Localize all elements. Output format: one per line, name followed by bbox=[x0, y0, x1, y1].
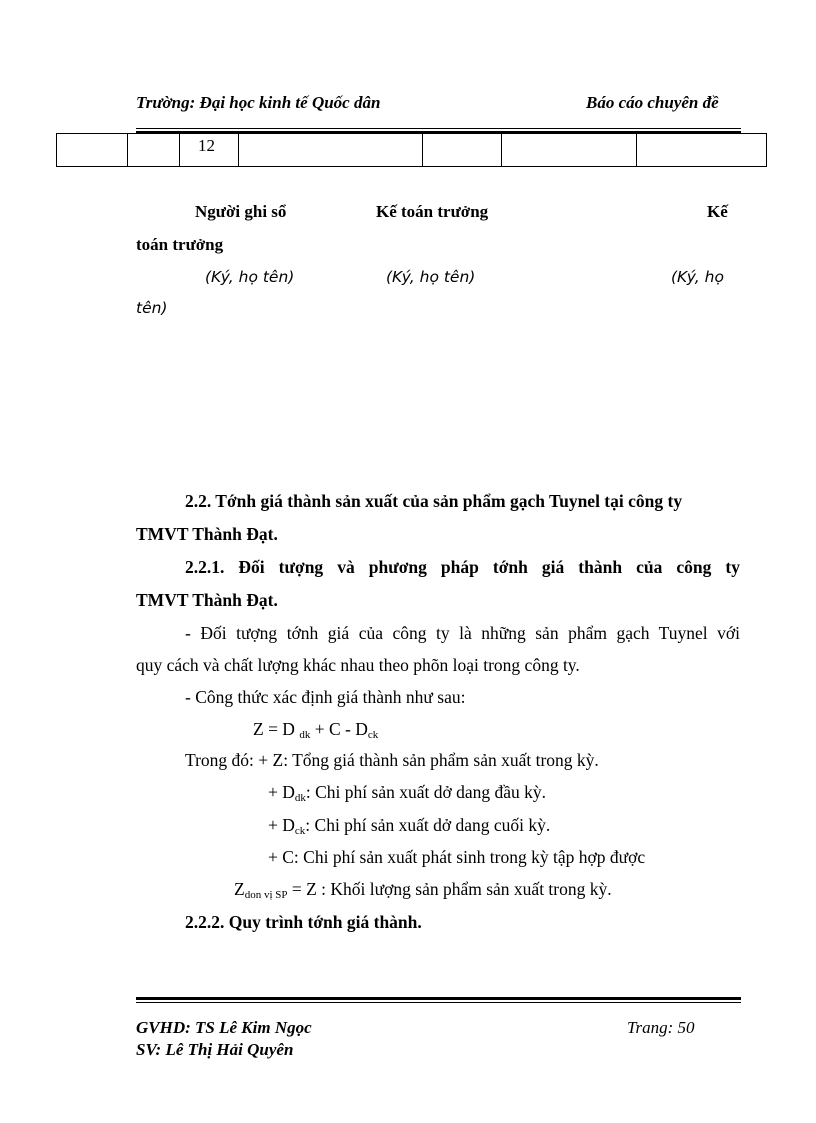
signature-recorder: Người ghi sổ bbox=[195, 202, 287, 221]
unit-text: = Z : Khối lượng sản phẩm sản xuất trong kỳ. bbox=[287, 879, 612, 899]
where-dck bbox=[268, 815, 550, 837]
section-2-2-1-title: 2.2.1. Đối tượng và phương pháp tớnh giá thành của công ty bbox=[185, 557, 740, 577]
where-sub-dk: dk bbox=[294, 792, 306, 804]
section-2-2-1-title-cont: TMVT Thành Đạt. bbox=[136, 590, 278, 610]
header-rule-thin bbox=[136, 128, 741, 129]
signature-third: Kế bbox=[707, 202, 728, 221]
section-2-2-title: 2.2. Tớnh giá thành sản xuất của sản phẩm gạch Tuynel tại công ty bbox=[185, 491, 683, 511]
unit-z: Z bbox=[234, 879, 245, 899]
signature-chief-accountant: Kế toán trưởng bbox=[376, 202, 489, 221]
where-z: Trong đó: + Z: Tổng giá thành sản phẩm sản xuất trong kỳ. bbox=[185, 750, 599, 770]
unit-cost-formula bbox=[234, 879, 612, 901]
footer-student: SV: Lê Thị Hải Quyên bbox=[136, 1040, 294, 1059]
sign-note-3: (Ký, họ bbox=[671, 268, 724, 286]
formula-z: Z = D bbox=[253, 719, 295, 739]
paragraph-object: - Đối tượng tớnh giá của công ty là những sản phẩm gạch Tuynel với bbox=[185, 623, 740, 643]
formula-sub-dk: dk bbox=[299, 729, 311, 741]
unit-sub: don vị SP bbox=[244, 889, 288, 901]
paragraph-formula-intro: - Công thức xác định giá thành như sau: bbox=[185, 687, 466, 707]
where-d-prefix: + D bbox=[268, 815, 295, 835]
table-cell bbox=[637, 134, 767, 167]
header-school: Trường: Đại học kinh tế Quốc dân bbox=[136, 93, 381, 112]
header-report-type: Báo cáo chuyên đề bbox=[586, 93, 719, 112]
footer-rule-thin bbox=[136, 1002, 741, 1003]
sign-note-1: (Ký, họ tên) bbox=[205, 268, 295, 286]
formula bbox=[253, 719, 378, 741]
formula-sub-ck: ck bbox=[367, 729, 379, 741]
where-dk-text: : Chi phí sản xuất dở dang đầu kỳ. bbox=[305, 782, 547, 802]
where-d-prefix: + D bbox=[268, 782, 295, 802]
paragraph-object-cont: quy cách và chất lượng khác nhau theo phõn loại trong công ty. bbox=[136, 655, 580, 675]
ledger-table bbox=[56, 133, 767, 167]
where-ddk bbox=[268, 782, 546, 804]
table-cell bbox=[423, 134, 502, 167]
table-cell: 12 bbox=[180, 134, 239, 167]
where-c: + C: Chi phí sản xuất phát sinh trong kỳ tập hợp được bbox=[268, 847, 646, 867]
table-cell bbox=[128, 134, 180, 167]
section-2-2-2-title: 2.2.2. Quy trình tớnh giá thành. bbox=[185, 912, 422, 932]
where-sub-ck: ck bbox=[294, 825, 306, 837]
footer-rule-thick bbox=[136, 997, 741, 1000]
sign-note-2: (Ký, họ tên) bbox=[386, 268, 476, 286]
signature-third-cont: toán trưởng bbox=[136, 235, 224, 254]
table-cell bbox=[239, 134, 423, 167]
footer-page-number: Trang: 50 bbox=[627, 1018, 695, 1037]
formula-mid: + C - D bbox=[310, 719, 368, 739]
sign-note-3-cont: tên) bbox=[136, 299, 168, 317]
where-ck-text: : Chi phí sản xuất dở dang cuối kỳ. bbox=[305, 815, 551, 835]
footer-supervisor: GVHD: TS Lê Kim Ngọc bbox=[136, 1018, 312, 1037]
table-cell bbox=[502, 134, 637, 167]
section-2-2-title-cont: TMVT Thành Đạt. bbox=[136, 524, 278, 544]
table-row bbox=[57, 134, 767, 167]
table-cell bbox=[57, 134, 128, 167]
